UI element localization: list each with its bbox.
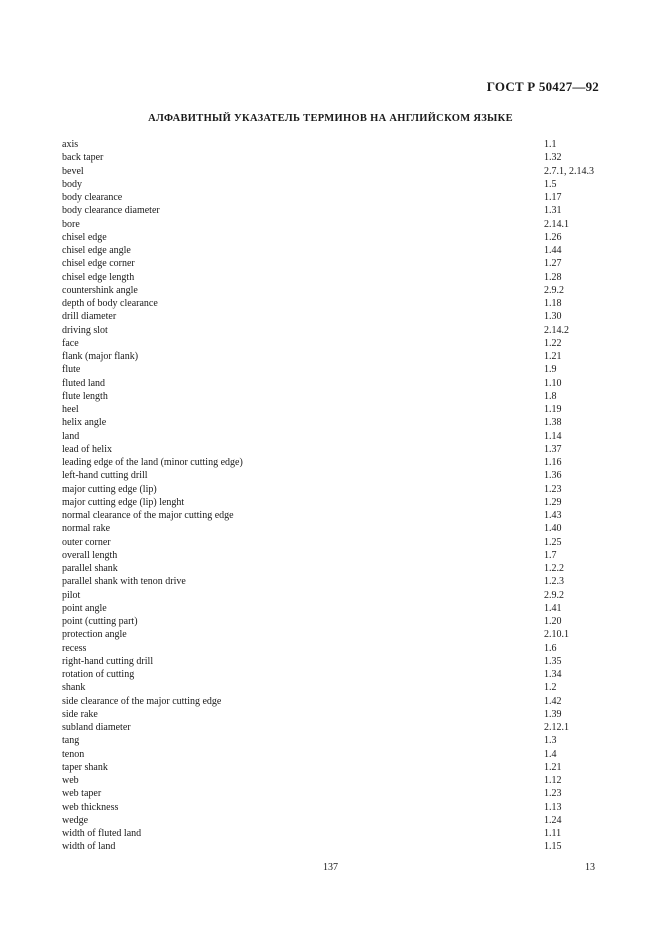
index-entry — [62, 204, 602, 217]
index-term: major cutting edge (lip) lenght — [62, 496, 185, 508]
index-entry — [62, 615, 602, 628]
index-term: body clearance — [62, 192, 123, 203]
page-number: 137 — [323, 862, 338, 873]
index-ref: 1.20 — [544, 616, 562, 627]
index-ref: 1.2.2 — [544, 563, 564, 574]
index-term: lead of helix — [62, 443, 112, 455]
index-term: drill diameter — [62, 311, 117, 323]
index-ref: 1.39 — [544, 708, 562, 720]
index-entry — [62, 337, 602, 350]
index-term: pilot — [62, 589, 81, 601]
index-entry — [62, 708, 602, 721]
index-ref: 1.41 — [544, 602, 562, 614]
index-term: width of land — [62, 841, 116, 853]
index-ref: 1.43 — [544, 510, 562, 521]
index-term: bevel — [62, 165, 84, 177]
index-term: leading edge of the land (minor cutting edge) — [62, 457, 243, 468]
index-term: fluted land — [62, 377, 106, 389]
index-ref: 2.12.1 — [544, 722, 569, 733]
index-term: normal rake — [62, 523, 111, 535]
index-term: face — [62, 337, 79, 349]
index-term: depth of body clearance — [62, 298, 158, 309]
index-entry — [62, 430, 602, 443]
index-ref: 1.28 — [544, 271, 562, 283]
index-entry — [62, 734, 602, 747]
index-ref: 1.37 — [544, 443, 562, 455]
index-term: axis — [62, 139, 79, 150]
index-entry — [62, 509, 602, 522]
index-term: protection angle — [62, 629, 127, 641]
index-term: chisel edge — [62, 231, 107, 243]
index-entry — [62, 840, 602, 853]
index-term: land — [62, 430, 80, 442]
index-term: outer corner — [62, 536, 111, 548]
index-term: web thickness — [62, 801, 119, 813]
index-entry — [62, 827, 602, 840]
index-entry — [62, 589, 602, 602]
index-entry — [62, 655, 602, 668]
index-entry — [62, 814, 602, 827]
index-entry — [62, 151, 602, 164]
index-entry — [62, 642, 602, 655]
index-term: flute — [62, 364, 81, 376]
index-entry — [62, 748, 602, 761]
index-ref: 1.27 — [544, 258, 562, 270]
index-entry — [62, 403, 602, 416]
index-entry — [62, 668, 602, 681]
index-term: shank — [62, 682, 86, 694]
index-term: bore — [62, 218, 80, 230]
index-term: chisel edge corner — [62, 258, 135, 270]
index-ref: 1.23 — [544, 788, 562, 800]
index-ref: 1.36 — [544, 470, 562, 482]
sheet-number: 13 — [585, 862, 595, 873]
index-term: helix angle — [62, 417, 107, 429]
index-ref: 1.35 — [544, 655, 562, 667]
index-entry — [62, 774, 602, 787]
index-ref: 1.29 — [544, 496, 562, 508]
index-ref: 1.19 — [544, 404, 562, 415]
index-entry — [62, 443, 602, 456]
index-ref: 1.21 — [544, 351, 562, 362]
index-ref: 2.9.2 — [544, 284, 564, 296]
index-entry — [62, 310, 602, 323]
index-ref: 1.2.3 — [544, 576, 564, 588]
index-entry — [62, 165, 602, 178]
index-ref: 1.32 — [544, 152, 562, 164]
index-term: body — [62, 178, 82, 190]
index-entry — [62, 390, 602, 403]
index-term: flute length — [62, 390, 108, 402]
index-ref: 1.25 — [544, 536, 562, 548]
index-term: rotation of cutting — [62, 669, 135, 680]
index-entry — [62, 257, 602, 270]
index-entry — [62, 536, 602, 549]
index-entry — [62, 218, 602, 231]
index-ref: 1.8 — [544, 390, 557, 402]
index-entry — [62, 483, 602, 496]
index-ref: 1.26 — [544, 231, 562, 243]
index-term: side clearance of the major cutting edge — [62, 695, 222, 707]
index-ref: 2.10.1 — [544, 629, 569, 641]
index-ref: 1.18 — [544, 298, 562, 309]
index-entry — [62, 138, 602, 151]
index-ref: 1.31 — [544, 205, 562, 217]
index-term: left-hand cutting drill — [62, 470, 148, 482]
index-entry — [62, 191, 602, 204]
index-term: parallel shank with tenon drive — [62, 576, 186, 588]
index-term: tang — [62, 735, 80, 747]
index-ref: 1.40 — [544, 523, 562, 535]
index-ref: 1.34 — [544, 669, 562, 680]
index-ref: 1.1 — [544, 139, 557, 150]
index-term: parallel shank — [62, 563, 118, 574]
index-entry — [62, 363, 602, 376]
index-entry — [62, 469, 602, 482]
index-ref: 1.13 — [544, 801, 562, 813]
index-ref: 2.14.1 — [544, 218, 569, 230]
index-ref: 1.30 — [544, 311, 562, 323]
index-ref: 1.24 — [544, 814, 562, 826]
index-ref: 1.15 — [544, 841, 562, 853]
index-ref: 1.16 — [544, 457, 562, 468]
index-ref: 1.6 — [544, 642, 557, 654]
index-entry — [62, 416, 602, 429]
index-ref: 1.21 — [544, 761, 562, 773]
index-entry — [62, 522, 602, 535]
index-entry — [62, 377, 602, 390]
index-ref: 1.4 — [544, 748, 557, 760]
index-entry — [62, 496, 602, 509]
index-term: chisel edge length — [62, 271, 135, 283]
index-entry — [62, 456, 602, 469]
index-term: flank (major flank) — [62, 351, 139, 362]
index-ref: 2.9.2 — [544, 589, 564, 601]
index-term: right-hand cutting drill — [62, 655, 154, 667]
index-term: body clearance diameter — [62, 205, 160, 217]
index-term: wedge — [62, 814, 89, 826]
index-entry — [62, 695, 602, 708]
index-term: point angle — [62, 602, 107, 614]
index-entry — [62, 761, 602, 774]
index-entry — [62, 628, 602, 641]
index-entry — [62, 244, 602, 257]
index-term: normal clearance of the major cutting edge — [62, 510, 234, 521]
index-entry — [62, 549, 602, 562]
index-ref: 2.7.1, 2.14.3 — [544, 165, 594, 177]
index-term: tenon — [62, 748, 85, 760]
term-index-list — [62, 138, 602, 854]
index-entry — [62, 602, 602, 615]
index-term: web — [62, 775, 79, 786]
index-ref: 1.22 — [544, 337, 562, 349]
index-term: driving slot — [62, 324, 108, 336]
index-ref: 1.11 — [544, 828, 562, 839]
index-entry — [62, 271, 602, 284]
index-entry — [62, 721, 602, 734]
index-ref: 1.2 — [544, 682, 557, 694]
index-entry — [62, 178, 602, 191]
index-ref: 1.42 — [544, 695, 562, 707]
index-ref: 1.14 — [544, 430, 562, 442]
index-term: back taper — [62, 152, 104, 164]
index-term: taper shank — [62, 761, 108, 773]
index-entry — [62, 297, 602, 310]
index-ref: 1.3 — [544, 735, 557, 747]
standard-code: ГОСТ Р 50427—92 — [486, 79, 599, 94]
index-term: point (cutting part) — [62, 616, 138, 627]
index-entry — [62, 231, 602, 244]
index-entry — [62, 787, 602, 800]
index-term: countershink angle — [62, 284, 138, 296]
index-term: width of fluted land — [62, 828, 142, 839]
index-term: overall length — [62, 549, 118, 561]
index-term: subland diameter — [62, 722, 131, 733]
index-entry — [62, 324, 602, 337]
index-ref: 1.38 — [544, 417, 562, 429]
index-ref: 1.12 — [544, 775, 562, 786]
index-entry — [62, 801, 602, 814]
index-entry — [62, 681, 602, 694]
index-ref: 1.7 — [544, 549, 557, 561]
index-term: chisel edge angle — [62, 245, 131, 256]
index-term: side rake — [62, 708, 98, 720]
index-ref: 2.14.2 — [544, 324, 569, 336]
index-term: recess — [62, 642, 87, 654]
index-ref: 1.44 — [544, 245, 562, 256]
index-ref: 1.5 — [544, 178, 557, 190]
index-ref: 1.9 — [544, 364, 557, 376]
index-term: major cutting edge (lip) — [62, 483, 157, 495]
index-term: heel — [62, 404, 79, 415]
index-entry — [62, 575, 602, 588]
index-entry — [62, 284, 602, 297]
index-ref: 1.10 — [544, 377, 562, 389]
index-term: web taper — [62, 788, 102, 800]
index-ref: 1.23 — [544, 483, 562, 495]
index-ref: 1.17 — [544, 192, 562, 203]
index-entry — [62, 562, 602, 575]
page-title: АЛФАВИТНЫЙ УКАЗАТЕЛЬ ТЕРМИНОВ НА АНГЛИЙСКОМ ЯЗЫКЕ — [148, 113, 513, 124]
index-entry — [62, 350, 602, 363]
